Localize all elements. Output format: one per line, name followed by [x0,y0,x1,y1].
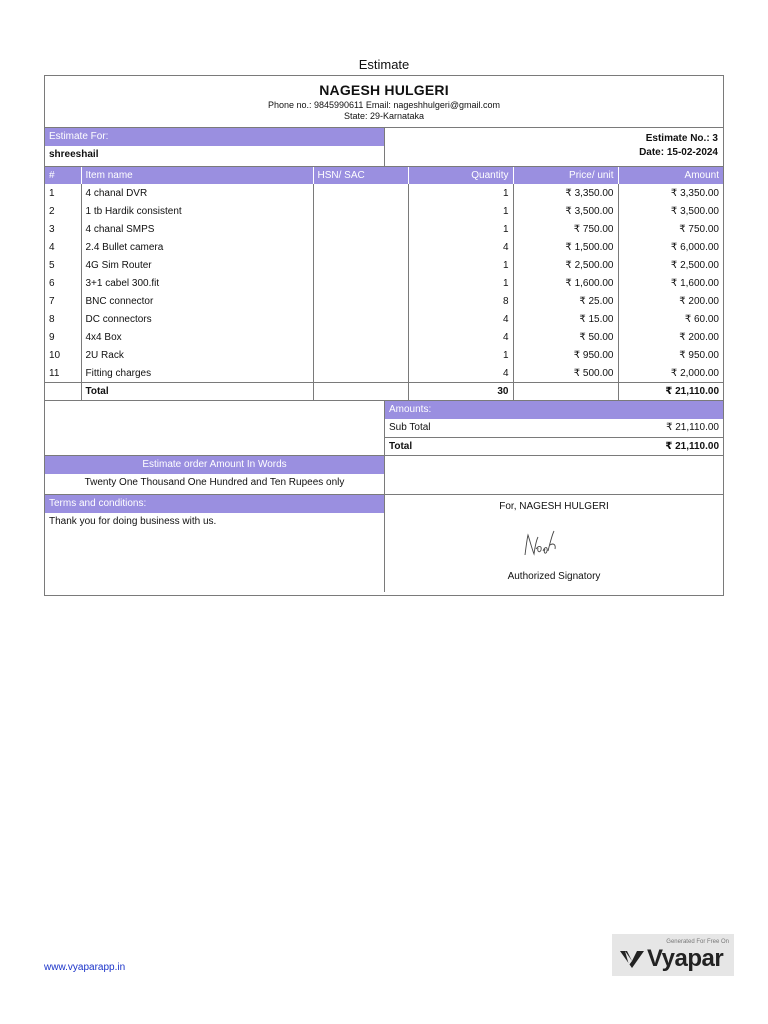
item-amount: ₹ 200.00 [679,295,719,307]
column-header: # [45,167,81,184]
item-quantity: 1 [408,202,513,220]
table-row [45,238,723,256]
vyapar-website-link[interactable]: www.vyaparapp.in [44,962,126,973]
table-row [45,256,723,274]
item-amount: ₹ 3,500.00 [670,205,719,217]
item-number: 6 [45,274,81,292]
item-amount: ₹ 6,000.00 [670,241,719,253]
item-number: 5 [45,256,81,274]
grand-total-label: Total [389,441,413,452]
amounts-blank [45,401,385,455]
item-number: 9 [45,328,81,346]
total-price-cell [513,383,618,401]
amounts-label: Amounts: [385,401,723,419]
item-amount: ₹ 200.00 [679,331,719,343]
estimate-for-section [45,128,385,166]
total-quantity: 30 [408,383,513,401]
table-header-row [45,167,723,184]
item-quantity: 1 [408,220,513,238]
company-contact: Phone no.: 9845990611 Email: nageshhulgeri@gmail.com [267,100,501,110]
item-name: 1 tb Hardik consistent [81,202,313,220]
estimate-info [45,128,723,167]
company-name: NAGESH HULGERI [319,82,449,98]
table-row [45,328,723,346]
item-name: 2U Rack [81,346,313,364]
item-name: 4 chanal DVR [81,184,313,202]
column-header: Price/ unit [513,167,618,184]
table-row [45,184,723,202]
item-price: ₹ 50.00 [513,328,618,346]
item-price: ₹ 25.00 [513,292,618,310]
grand-total-value: ₹ 21,110.00 [665,441,719,452]
table-row [45,364,723,383]
item-quantity: 8 [408,292,513,310]
item-name: 4 chanal SMPS [81,220,313,238]
amount-in-words-label: Estimate order Amount In Words [45,456,384,474]
item-hsn [313,328,408,346]
amounts-section [45,401,723,456]
estimate-frame [44,75,724,596]
item-hsn [313,184,408,202]
grand-total-row [385,437,723,456]
item-number: 10 [45,346,81,364]
column-header: Item name [81,167,313,184]
estimate-meta [385,128,723,166]
item-hsn [313,220,408,238]
signature-image [521,527,561,561]
terms-text: Thank you for doing business with us. [49,516,217,527]
item-quantity: 1 [408,256,513,274]
item-number: 1 [45,184,81,202]
item-number: 11 [45,364,81,383]
document-title: Estimate [358,57,410,72]
item-amount: ₹ 750.00 [679,223,719,235]
item-amount: ₹ 3,350.00 [670,187,719,199]
amount-in-words-section [45,456,723,495]
item-name: 3+1 cabel 300.fit [81,274,313,292]
item-price: ₹ 500.00 [513,364,618,383]
estimate-date: Date: 15-02-2024 [639,147,718,158]
item-number: 2 [45,202,81,220]
estimate-for-label: Estimate For: [45,128,384,146]
column-header: HSN/ SAC [313,167,408,184]
total-label: Total [81,383,313,401]
item-price: ₹ 3,350.00 [513,184,618,202]
amounts-summary [385,401,723,455]
total-amount: ₹ 21,110.00 [618,383,723,401]
column-header: Quantity [408,167,513,184]
item-price: ₹ 750.00 [513,220,618,238]
item-name: DC connectors [81,310,313,328]
item-quantity: 1 [408,184,513,202]
item-hsn [313,274,408,292]
item-price: ₹ 2,500.00 [513,256,618,274]
item-price: ₹ 3,500.00 [513,202,618,220]
vyapar-logo-icon [620,949,644,969]
vyapar-logo [620,945,723,973]
item-quantity: 1 [408,346,513,364]
item-hsn [313,364,408,383]
total-hsn-cell [313,383,408,401]
customer-name: shreeshail [49,149,99,160]
item-number: 4 [45,238,81,256]
amount-in-words-text: Twenty One Thousand One Hundred and Ten Rupees only [84,477,345,488]
amount-in-words [45,456,385,494]
item-hsn [313,202,408,220]
vyapar-logo-text: Vyapar [647,945,724,972]
table-row [45,274,723,292]
table-row [45,310,723,328]
item-hsn [313,310,408,328]
company-header [45,76,723,128]
table-row [45,346,723,364]
item-amount: ₹ 950.00 [679,349,719,361]
item-number: 8 [45,310,81,328]
terms-label: Terms and conditions: [45,495,384,513]
total-num-cell [45,383,81,401]
table-row [45,292,723,310]
item-amount: ₹ 1,600.00 [670,277,719,289]
item-price: ₹ 1,600.00 [513,274,618,292]
company-state: State: 29-Karnataka [343,111,425,121]
item-quantity: 1 [408,274,513,292]
item-name: 2.4 Bullet camera [81,238,313,256]
item-number: 7 [45,292,81,310]
item-name: 4x4 Box [81,328,313,346]
terms-and-conditions [45,495,385,592]
table-row [45,202,723,220]
for-company-line: For, NAGESH HULGERI [499,501,609,512]
item-quantity: 4 [408,328,513,346]
table-row [45,220,723,238]
item-quantity: 4 [408,238,513,256]
item-name: 4G Sim Router [81,256,313,274]
item-number: 3 [45,220,81,238]
item-price: ₹ 15.00 [513,310,618,328]
item-amount: ₹ 2,000.00 [670,367,719,379]
badge-caption: Generated For Free On [666,939,729,945]
subtotal-label: Sub Total [389,422,431,433]
item-name: BNC connector [81,292,313,310]
item-amount: ₹ 2,500.00 [670,259,719,271]
item-hsn [313,292,408,310]
estimate-number: Estimate No.: 3 [645,133,718,144]
item-price: ₹ 950.00 [513,346,618,364]
item-name: Fitting charges [81,364,313,383]
terms-section [45,495,723,592]
items-table [45,167,723,401]
item-amount: ₹ 60.00 [684,313,719,325]
item-quantity: 4 [408,364,513,383]
item-hsn [313,256,408,274]
subtotal-row [385,419,723,437]
table-total-row [45,383,723,401]
item-hsn [313,346,408,364]
item-hsn [313,238,408,256]
item-price: ₹ 1,500.00 [513,238,618,256]
subtotal-value: ₹ 21,110.00 [666,422,719,433]
vyapar-badge [612,934,734,976]
signatory-block [385,495,723,592]
column-header: Amount [618,167,723,184]
item-quantity: 4 [408,310,513,328]
authorized-signatory-label: Authorized Signatory [507,571,601,582]
